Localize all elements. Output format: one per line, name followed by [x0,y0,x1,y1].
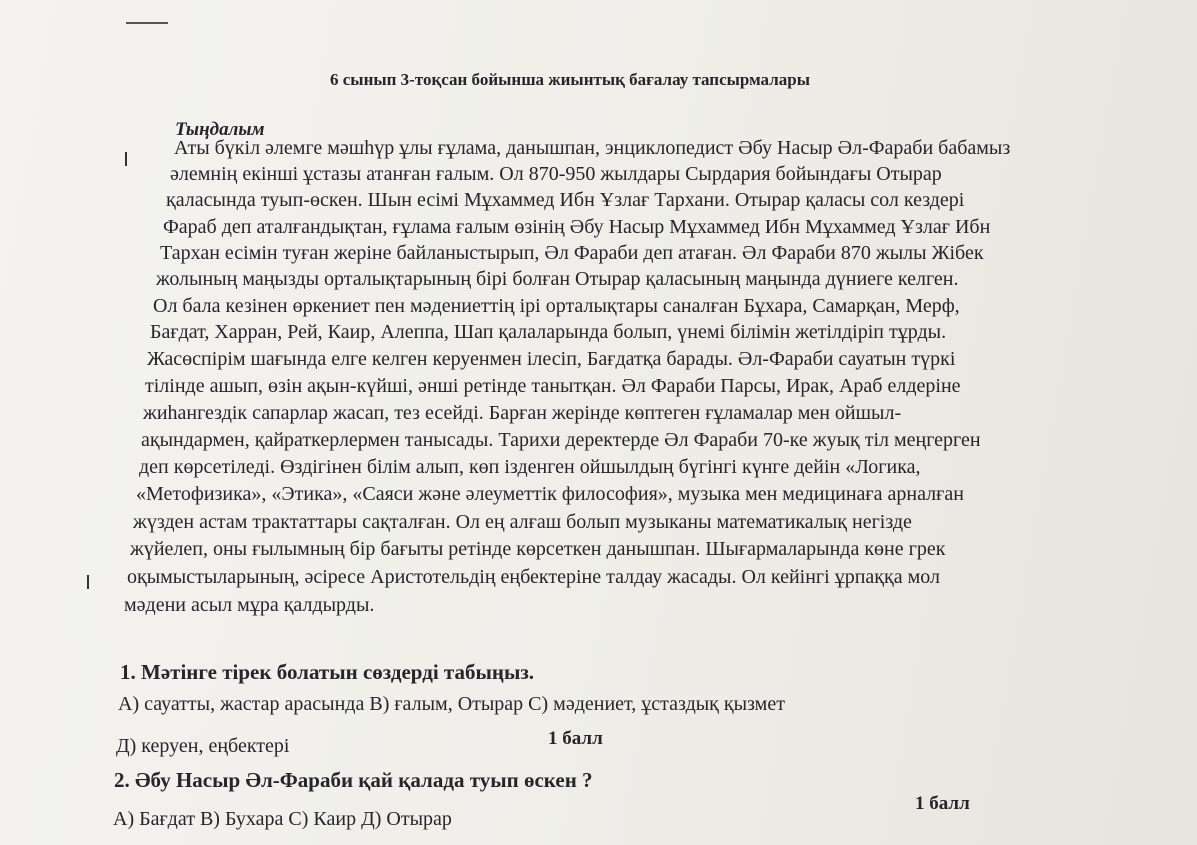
text-line: әлемнің екінші ұстазы атанған ғалым. Ол 870-950 жылдары Сырдария бойындағы Отырар [170,163,942,185]
question-1-score: 1 балл [548,728,603,749]
text-line: тілінде ашып, өзін ақын-күйші, әнші ретінде танытқан. Әл Фараби Парсы, Ирак, Араб елдеріне [145,375,961,397]
question-1-option-d: Д) керуен, еңбектері [116,735,290,757]
text-line: мәдени асыл мұра қалдырды. [124,594,375,616]
text-line: Бағдат, Харран, Рей, Каир, Алеппа, Шап қалаларында болып, үнемі білімін жетілдіріп тұрды. [150,321,947,343]
text-line: жүйелеп, оны ғылымның бір бағыты ретінде көрсеткен данышпан. Шығармаларында көне грек [130,538,946,560]
text-line: Фараб деп аталғандықтан, ғұлама ғалым өзінің Әбу Насыр Мұхаммед Ибн Мұхаммед Ұзлағ Ибн [163,216,991,238]
question-1: 1. Мәтінге тірек болатын сөздерді табыңыз. [120,660,535,684]
section-heading: Тыңдалым [175,119,265,140]
text-line: «Метофизика», «Этика», «Саяси және әлеуметтік философия», музыка мен медицинаға арналған [136,483,964,505]
text-line: жиһангездік сапарлар жасап, тез есейді. Барған жерінде көптеген ғұламалар мен ойшыл- [143,402,902,424]
question-1-options: А) сауатты, жастар арасында В) ғалым, Отырар С) мәдениет, ұстаздық қызмет [118,693,785,715]
page-title: 6 сынып 3-тоқсан бойынша жиынтық бағалау тапсырмалары [330,70,810,89]
text-line: оқымыстыларының, әсіресе Аристотельдің еңбектеріне талдау жасады. Ол кейінгі ұрпаққа мол [127,566,940,588]
text-line: қаласында туып-өскен. Шын есімі Мұхаммед Ибн Ұзлағ Тархани. Отырар қаласы сол кездері [166,189,965,211]
text-line: Тархан есімін туған жеріне байланыстырып, Әл Фараби деп атаған. Әл Фараби 870 жылы Жібек [160,242,984,264]
margin-mark [87,575,89,589]
text-line: Ол бала кезінен өркениет пен мәдениеттің ірі орталықтары саналған Бұхара, Самарқан, Мерф, [153,295,960,317]
question-2-options: А) Бағдат В) Бухара С) Каир Д) Отырар [113,808,452,830]
text-line: Жасөспірім шағында елге келген керуенмен ілесіп, Бағдатқа барады. Әл-Фараби сауатын түркі [147,348,956,370]
text-line: Аты бүкіл әлемге мәшһүр ұлы ғұлама, данышпан, энциклопедист Әбу Насыр Әл-Фараби бабамыз [174,137,1011,159]
top-rule [126,22,168,24]
text-line: жүзден астам трактаттары сақталған. Ол ең алғаш болып музыканы математикалық негізде [133,511,912,533]
question-2: 2. Әбу Насыр Әл-Фараби қай қалада туып өскен ? [114,768,593,792]
margin-mark [125,152,127,166]
text-line: ақындармен, қайраткерлермен танысады. Тарихи деректерде Әл Фараби 70-ке жуық тіл меңгерген [141,429,981,451]
text-line: деп көрсетіледі. Өздігінен білім алып, көп ізденген ойшылдың бүгінгі күнге дейін «Логика, [139,456,921,478]
text-line: жолының маңызды орталықтарының бірі болған Отырар қаласының маңында дүниеге келген. [156,268,959,290]
question-2-score: 1 балл [915,793,970,814]
